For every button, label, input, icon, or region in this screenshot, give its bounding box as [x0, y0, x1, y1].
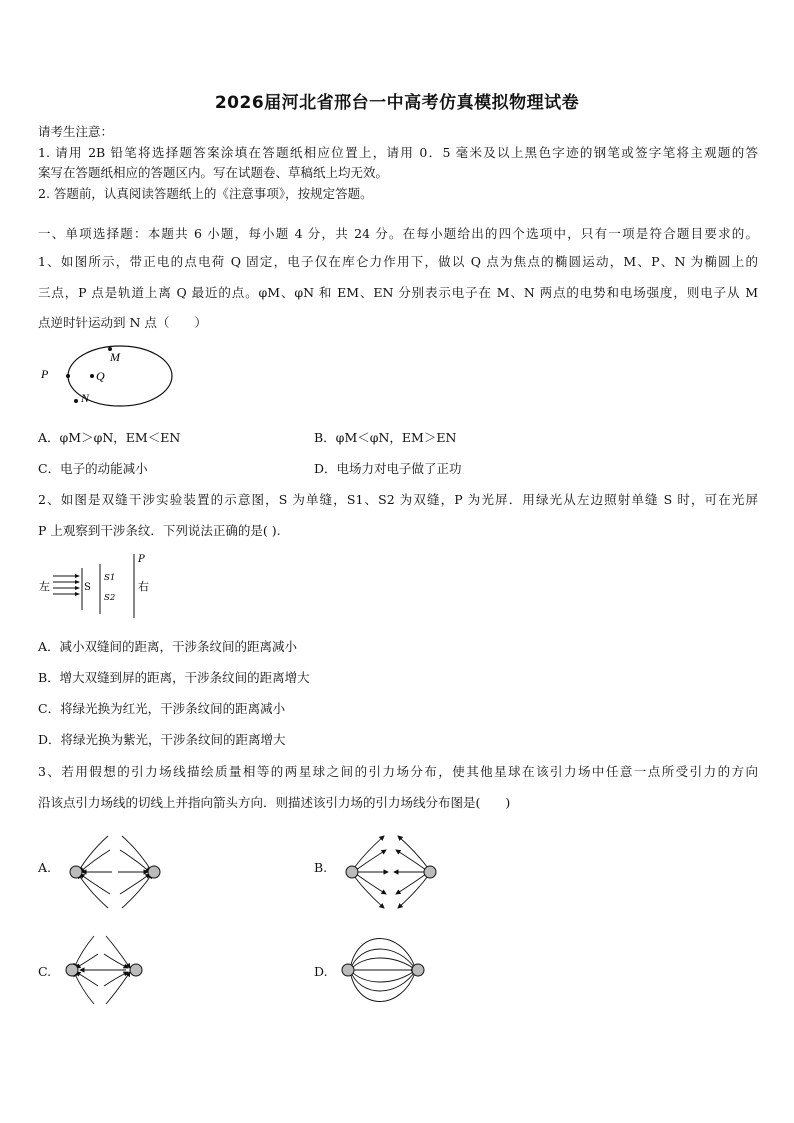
q3-figure-d: [336, 932, 432, 1008]
q2-option-a[interactable]: A．减小双缝间的距离，干涉条纹间的距离减小: [38, 639, 298, 654]
label-q: Q: [96, 369, 105, 383]
q2-stem-line-1: 2、如图是双缝干涉实验装置的示意图，S 为单缝，S1、S2 为双缝，P 为光屏．用绿光从左边照射单缝 S 时，可在光屏: [38, 492, 758, 507]
q2-option-b[interactable]: B．增大双缝到屏的距离，干涉条纹间的距离增大: [38, 670, 310, 685]
label-s: S: [84, 582, 91, 593]
q1-ellipse-figure: [36, 340, 176, 412]
q3-stem-line-1: 3、若用假想的引力场线描绘质量相等的两星球之间的引力场分布，使其他星球在该引力场中任意一点所受引力的方向: [38, 764, 758, 779]
incident-light-arrows: [53, 576, 79, 594]
q3-option-a[interactable]: A.: [38, 860, 52, 875]
q1-stem-line-3: 点逆时针运动到 N 点（ ）: [38, 315, 207, 330]
label-left: 左: [39, 580, 50, 593]
star-left-a: [70, 866, 82, 878]
star-right-b: [424, 866, 436, 878]
star-right-a: [148, 866, 160, 878]
label-s1: S1: [104, 573, 116, 583]
q1-option-a[interactable]: A．φM＞φN，EM＜EN: [38, 430, 181, 445]
q2-option-c[interactable]: C．将绿光换为红光，干涉条纹间的距离减小: [38, 701, 286, 716]
field-lines-b: [354, 836, 428, 908]
q1-option-c[interactable]: C．电子的动能减小: [38, 461, 148, 476]
notice-item-2: 2. 答题前，认真阅读答题纸上的《注意事项》，按规定答题。: [38, 186, 373, 201]
notice-heading: 请考生注意：: [38, 124, 114, 139]
q3-option-c[interactable]: C.: [38, 964, 52, 979]
q3-figure-b: [336, 832, 446, 912]
star-right-c: [130, 964, 142, 976]
arrow-heads: [75, 574, 80, 596]
q1-option-d[interactable]: D．电场力对电子做了正功: [314, 461, 462, 476]
q2-stem-line-2: P 上观察到干涉条纹．下列说法正确的是( ).: [38, 523, 281, 538]
star-right-d: [412, 964, 424, 976]
field-lines-c: [74, 936, 130, 1004]
field-lines-d: [350, 939, 416, 1002]
label-n: N: [81, 391, 90, 405]
section-1-heading: 一、单项选择题：本题共 6 小题，每小题 4 分，共 24 分。在每小题给出的四个选项中，只有一项是符合题目要求的。: [38, 226, 758, 241]
q1-option-b[interactable]: B．φM＜φN，EM＞EN: [314, 430, 457, 445]
point-p: [66, 374, 70, 378]
star-left-c: [66, 964, 78, 976]
point-n: [74, 399, 78, 403]
star-left-d: [342, 964, 354, 976]
point-q: [90, 374, 94, 378]
q3-option-b[interactable]: B.: [314, 860, 328, 875]
q2-double-slit-figure: [36, 550, 166, 618]
notice-item-1-line-2: 案写在答题纸相应的答题区内。写在试题卷、草稿纸上均无效。: [38, 165, 389, 180]
label-p: P: [138, 554, 145, 565]
q3-figure-c: [60, 932, 150, 1008]
field-lines-a: [78, 836, 152, 908]
q1-stem-line-2: 三点，P 点是轨道上离 Q 最近的点。φM、φN 和 EM、EN 分别表示电子在 M、N 两点的电势和电场强度，则电子从 M: [38, 285, 758, 300]
q3-option-d[interactable]: D.: [314, 964, 328, 979]
page-title: 2026届河北省邢台一中高考仿真模拟物理试卷: [214, 93, 580, 113]
label-right: 右: [138, 580, 149, 593]
label-s2: S2: [104, 593, 116, 603]
q3-figure-a: [60, 832, 170, 912]
star-left-b: [346, 866, 358, 878]
notice-item-1-line-1: 1. 请用 2B 铅笔将选择题答案涂填在答题纸相应位置上，请用 0．5 毫米及以上黑色字迹的钢笔或签字笔将主观题的答: [38, 145, 758, 160]
q3-stem-line-2: 沿该点引力场线的切线上并指向箭头方向．则描述该引力场的引力场线分布图是( ): [38, 795, 511, 810]
label-m: M: [110, 350, 120, 364]
q2-option-d[interactable]: D．将绿光换为紫光，干涉条纹间的距离增大: [38, 732, 286, 747]
q1-stem-line-1: 1、如图所示，带正电的点电荷 Q 固定，电子仅在库仑力作用下，做以 Q 点为焦点的椭圆运动，M、P、N 为椭圆上的: [38, 254, 758, 269]
label-p: P: [41, 367, 49, 381]
